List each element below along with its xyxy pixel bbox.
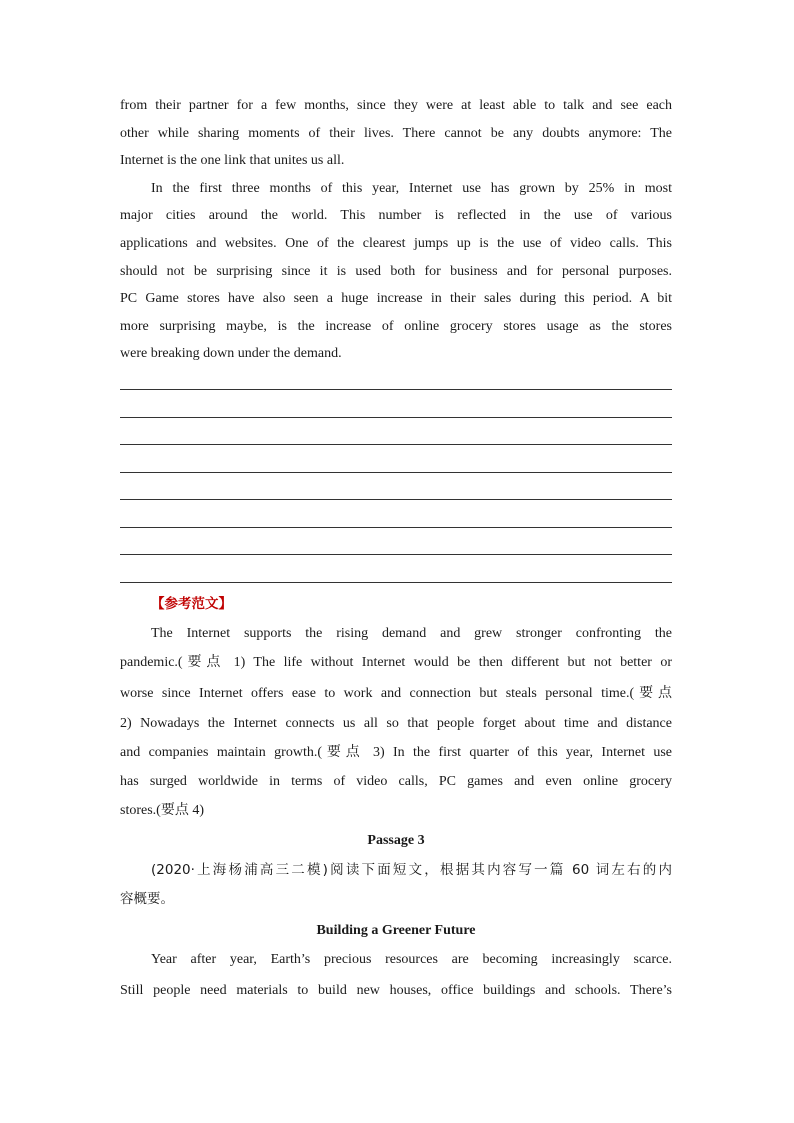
article-title: Building a Greener Future [316, 923, 476, 938]
instruction-line: (2020·上海杨浦高三二模)阅读下面短文，根据其内容写一篇 60 词左右的内 [151, 862, 672, 878]
writing-line [120, 527, 672, 528]
reference-answer-label: 【参考范文】 [151, 596, 232, 612]
writing-line [120, 499, 672, 500]
answer-line: and companies maintain growth.(要点 3) In the first quarter of this year, Internet use [120, 745, 672, 760]
paragraph-line: should not be surprising since it is used both for business and for personal purposes. [120, 264, 672, 279]
paragraph-line: PC Game stores have also seen a huge increase in their sales during this period. A bit [120, 291, 672, 306]
paragraph-line: applications and websites. One of the clearest jumps up is the use of video calls. This [120, 236, 672, 251]
paragraph-line: from their partner for a few months, since they were at least able to talk and see each [120, 98, 672, 113]
paragraph-line: other while sharing moments of their lives. There cannot be any doubts anymore: The [120, 126, 672, 141]
paragraph-line: major cities around the world. This number is reflected in the use of various [120, 208, 672, 223]
paragraph-line: In the first three months of this year, Internet use has grown by 25% in most [151, 181, 672, 196]
paragraph-line: more surprising maybe, is the increase of online grocery stores usage as the stores [120, 319, 672, 334]
answer-line: The Internet supports the rising demand and grew stronger confronting the [151, 626, 672, 641]
writing-line [120, 472, 672, 473]
writing-line [120, 417, 672, 418]
writing-line [120, 389, 672, 390]
instruction-line: 容概要。 [120, 891, 174, 907]
paragraph-line: were breaking down under the demand. [120, 346, 342, 361]
answer-line: pandemic.(要点 1) The life without Internet would be then different but not better or [120, 655, 672, 670]
writing-line [120, 582, 672, 583]
passage-title: Passage 3 [367, 833, 425, 848]
article-line: Year after year, Earth’s precious resources are becoming increasingly scarce. [151, 952, 672, 967]
answer-line: stores.(要点 4) [120, 803, 204, 818]
writing-line [120, 444, 672, 445]
answer-line: has surged worldwide in terms of video calls, PC games and even online grocery [120, 774, 672, 789]
article-line: Still people need materials to build new houses, office buildings and schools. There’s [120, 983, 672, 998]
answer-line: worse since Internet offers ease to work and connection but steals personal time.(要点 [120, 686, 672, 701]
paragraph-line: Internet is the one link that unites us all. [120, 153, 345, 168]
writing-line [120, 554, 672, 555]
answer-line: 2) Nowadays the Internet connects us all so that people forget about time and distance [120, 716, 672, 731]
